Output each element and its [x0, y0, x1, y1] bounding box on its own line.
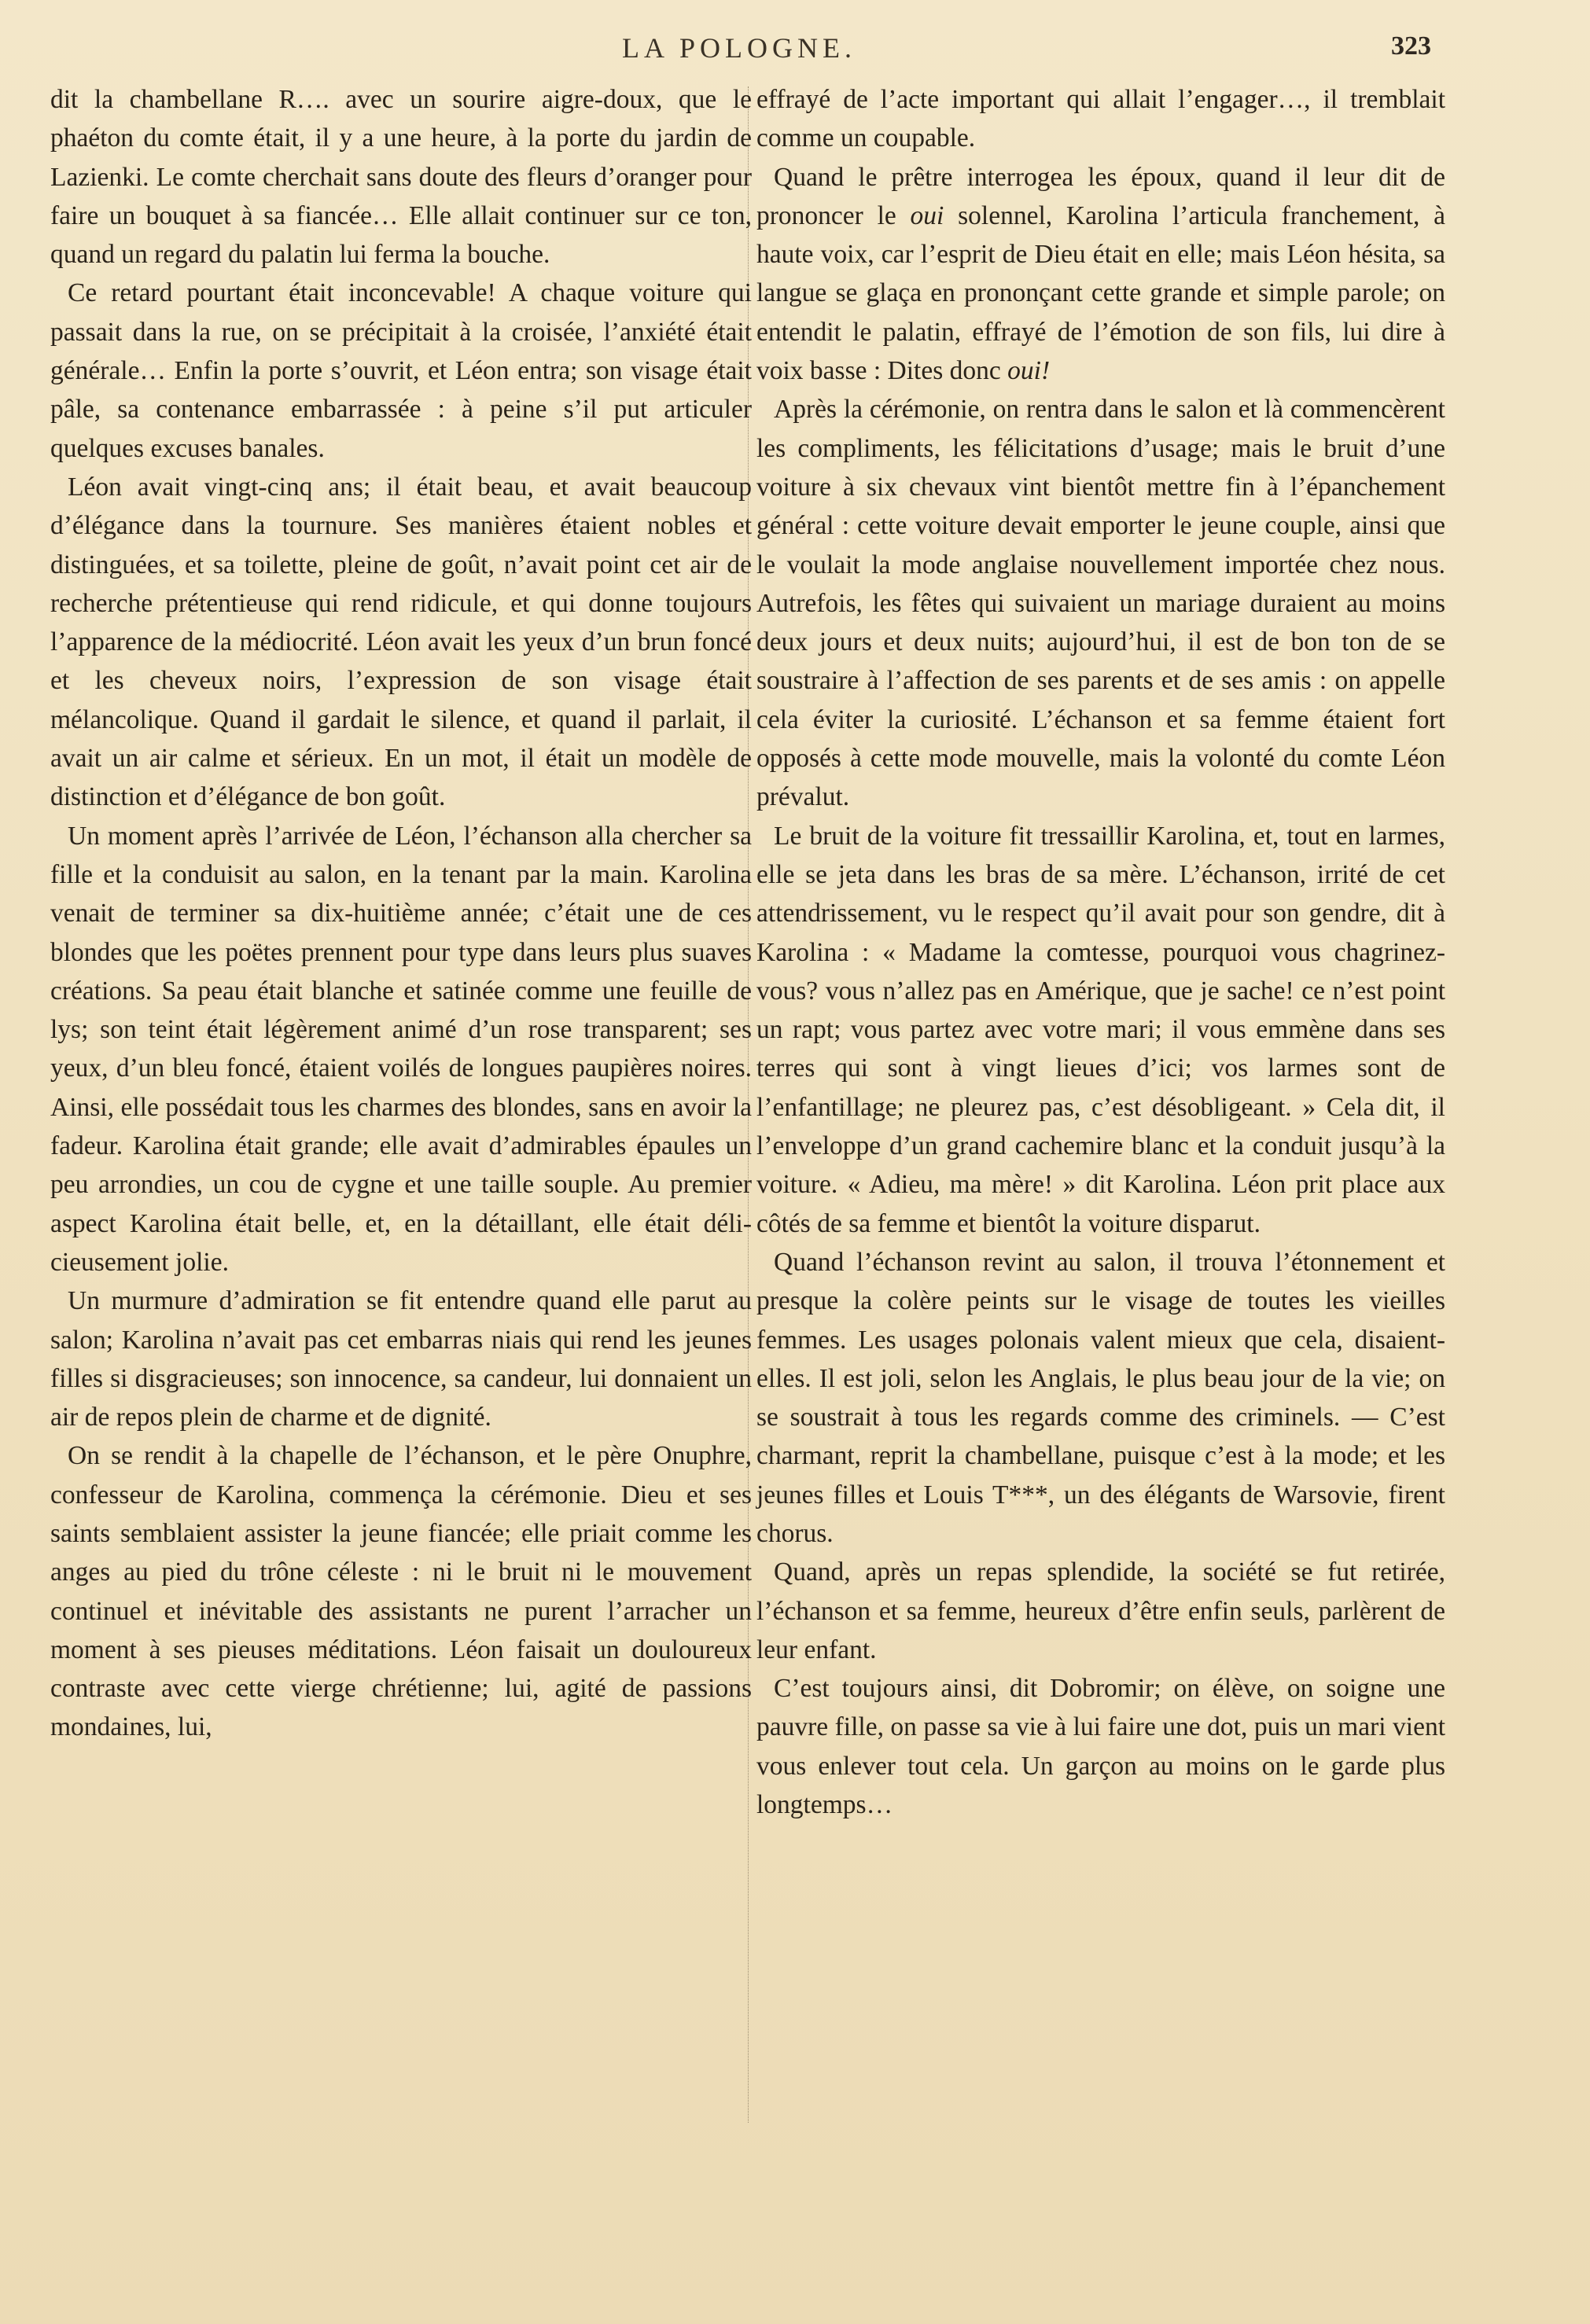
- paragraph: Léon avait vingt-cinq ans; il était beau, et avait beaucoup d’élégance dans la tournure. Ses manières étaient nobles et distinguées, et sa toilette, pleine de goût, n’avait point cet air de recherche prétentieuse qui rend ridicule, et qui donne toujours l’apparence de la médiocrité. Léon avait les yeux d’un brun foncé et les cheveux noirs, l’expression de son visage était mélancolique. Quand il gardait le silence, et quand il parlait, il avait un air calme et sérieux. En un mot, il était un modèle de distinction et d’élégance de bon goût.: [50, 472, 752, 812]
- italic-word: oui!: [1007, 356, 1051, 386]
- paragraph: Quand, après un repas splendide, la société se fut retirée, l’échanson et sa femme, heureux d’être enfin seuls, parlèrent de leur enfant.: [756, 1557, 1445, 1664]
- paragraph: On se rendit à la chapelle de l’échanson, et le père Onuphre, confesseur de Karolina, commença la cérémonie. Dieu et ses saints semblaient assister la jeune fiancée; elle priait comme les anges au pied du trône céleste : ni le bruit ni le mouvement continuel et inévitable des assistants ne purent l’arracher un moment à ses pieuses méditations. Léon faisait un douloureux contraste avec cette vierge chrétienne; lui, agité de passions mondaines, lui,: [50, 1441, 752, 1742]
- paragraph: Un murmure d’admiration se fit entendre quand elle parut au salon; Karolina n’avait pas cet embarras niais qui rend les jeunes filles si disgracieuses; son innocence, sa candeur, lui donnaient un air de repos plein de charme et de dignité.: [50, 1286, 752, 1432]
- left-column: [50, 80, 752, 1747]
- paragraph: effrayé de l’acte important qui allait l’engager…, il tremblait comme un coupable.: [756, 85, 1445, 153]
- paragraph: Le bruit de la voiture fit tressaillir Karolina, et, tout en larmes, elle se jeta dans les bras de sa mère. L’échanson, irrité de cet attendrissement, vu le respect qu’il avait pour son gendre, dit à Karolina : « Madame la comtesse, pourquoi vous chagrinez-vous? vous n’allez pas en Amérique, que je sache! ce n’est point un rapt; vous partez avec votre mari; il vous emmène dans ses terres qui sont à vingt lieues d’ici; vos larmes sont de l’enfantillage; ne pleurez pas, c’est désobligeant. » Cela dit, il l’enveloppe d’un grand cachemire blanc et la conduit jusqu’à la voiture. « Adieu, ma mère! » dit Karolina. Léon prit place aux côtés de sa femme et bientôt la voiture disparut.: [756, 821, 1445, 1238]
- paragraph: Ce retard pourtant était inconcevable! A chaque voiture qui passait dans la rue, on se précipitait à la croisée, l’anxiété était générale… Enfin la porte s’ouvrit, et Léon entra; son visage était pâle, sa contenance embarrassée : à peine s’il put articuler quelques excuses banales.: [50, 278, 752, 463]
- italic-word: oui: [910, 200, 944, 230]
- running-head: [0, 31, 1590, 71]
- right-column: [756, 80, 1445, 1824]
- paragraph: Après la cérémonie, on rentra dans le salon et là commencèrent les compliments, les félicitations d’usage; mais le bruit d’une voiture à six chevaux vint bientôt mettre fin à l’épanchement général : cette voiture devait emporter le jeune couple, ainsi que le voulait la mode anglaise nouvellement importée chez nous. Autrefois, les fêtes qui suivaient un mariage duraient au moins deux jours et deux nuits; aujourd’hui, il est de bon ton de se soustraire à l’affection de ses parents et de ses amis : on appelle cela éviter la curiosité. L’échanson et sa femme étaient fort opposés à cette mode mouvelle, mais la volonté du comte Léon prévalut.: [756, 395, 1445, 812]
- running-title: LA POLOGNE.: [622, 32, 856, 64]
- paragraph: [756, 158, 1445, 391]
- paragraph: C’est toujours ainsi, dit Dobromir; on élève, on soigne une pauvre fille, on passe sa vie à lui faire une dot, puis un mari vient vous enlever tout cela. Un garçon au moins on le garde plus longtemps…: [756, 1674, 1445, 1820]
- paragraph: Quand l’échanson revint au salon, il trouva l’étonnement et presque la colère peints sur le visage de toutes les vieilles femmes. Les usages polonais valent mieux que cela, disaient-elles. Il est joli, selon les Anglais, le plus beau jour de la vie; on se soustrait à tous les regards comme des criminels. — C’est charmant, reprit la chambellane, puisque c’est à la mode; et les jeunes filles et Louis T***, un des élégants de Warsovie, firent chorus.: [756, 1247, 1445, 1548]
- paragraph: Un moment après l’arrivée de Léon, l’échanson alla chercher sa fille et la conduisit au salon, en la tenant par la main. Karolina venait de terminer sa dix-huitième année; c’était une de ces blondes que les poëtes prennent pour type dans leurs plus suaves créations. Sa peau était blanche et satinée comme une feuille de lys; son teint était légèrement animé d’un rose transparent; ses yeux, d’un bleu foncé, étaient voilés de longues paupières noires. Ainsi, elle possédait tous les charmes des blondes, sans en avoir la fadeur. Karolina était grande; elle avait d’admirables épaules un peu arrondies, un cou de cygne et une taille souple. Au premier aspect Karolina était belle, et, en la détaillant, elle était délicieusement jolie.: [50, 821, 752, 1277]
- paragraph-text: Quand le prêtre interrogea les époux, quand il leur dit de prononcer le: [756, 162, 1445, 230]
- paragraph-text: solennel, Karolina l’articula franchement, à haute voix, car l’esprit de Dieu était en elle; mais Léon hésita, sa langue se glaça en prononçant cette grande et simple parole; on entendit le palatin, effrayé de l’émotion de son fils, lui dire à voix basse : Dites donc: [756, 200, 1445, 386]
- paragraph: dit la chambellane R…. avec un sourire aigre-doux, que le phaéton du comte était, il y a une heure, à la porte du jardin de Lazienki. Le comte cherchait sans doute des fleurs d’oranger pour faire un bouquet à sa fiancée… Elle allait continuer sur ce ton, quand un regard du palatin lui ferma la bouche.: [50, 85, 752, 270]
- page-number: 323: [1391, 31, 1431, 61]
